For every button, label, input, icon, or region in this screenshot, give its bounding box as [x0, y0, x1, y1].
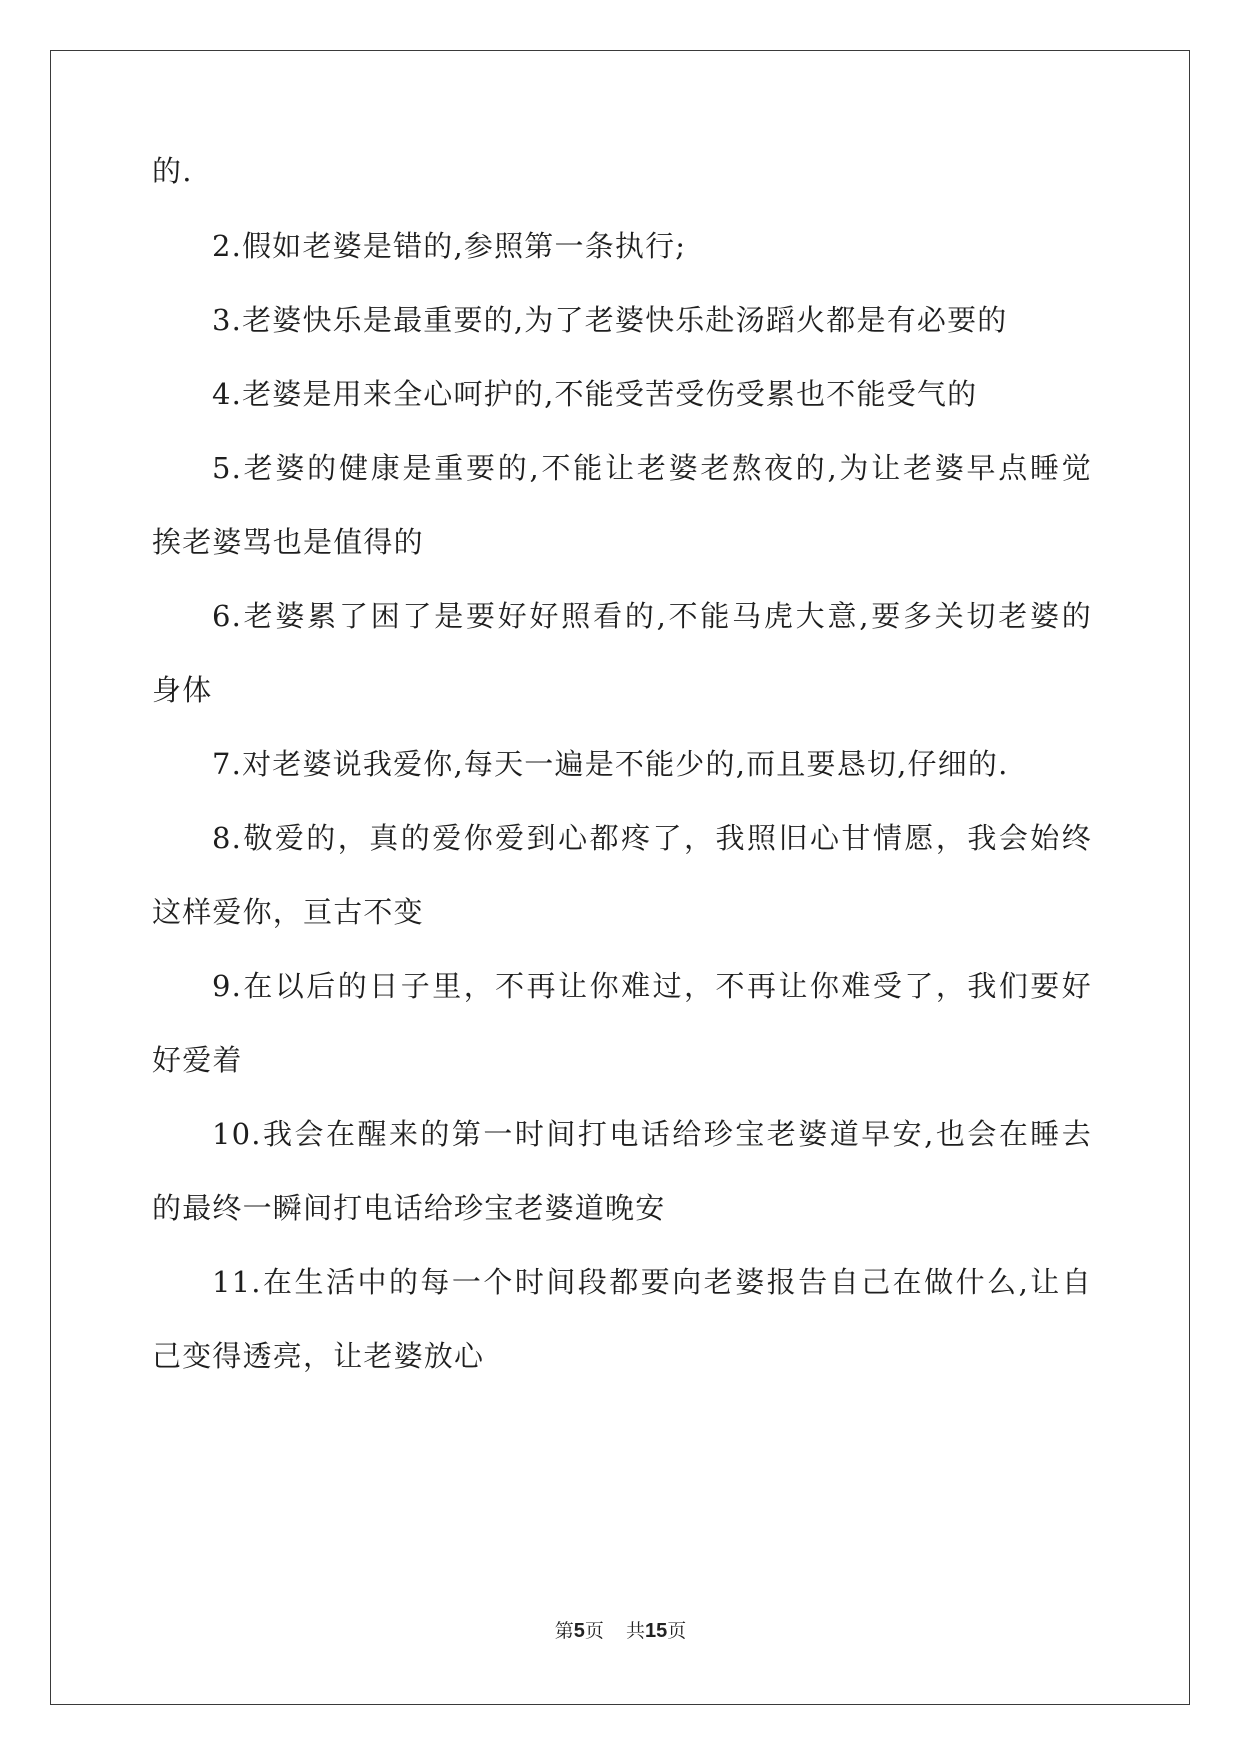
list-item-7: 7.对老婆说我爱你,每天一遍是不能少的,而且要恳切,仔细的.: [212, 747, 1009, 781]
total-suffix: 页: [667, 1620, 687, 1642]
list-item-5-continued: 挨老婆骂也是值得的: [152, 525, 424, 559]
list-item-8: 8.敬爱的，真的爱你爱到心都疼了，我照旧心甘情愿，我会始终: [212, 821, 1092, 855]
text-line: 的.: [152, 154, 193, 188]
list-item-4: 4.老婆是用来全心呵护的,不能受苦受伤受累也不能受气的: [212, 377, 978, 411]
list-item-2: 2.假如老婆是错的,参照第一条执行;: [212, 229, 687, 263]
list-item-6-continued: 身体: [152, 673, 213, 707]
list-item-9-continued: 好爱着: [152, 1043, 243, 1077]
page-prefix: 第: [554, 1620, 574, 1642]
current-page-number: 5: [573, 1620, 585, 1642]
list-item-11: 11.在生活中的每一个时间段都要向老婆报告自己在做什么,让自: [212, 1265, 1092, 1299]
list-item-9: 9.在以后的日子里，不再让你难过，不再让你难受了，我们要好: [212, 969, 1092, 1003]
page-footer: [0, 1616, 1241, 1643]
total-page-count: 15: [644, 1620, 668, 1642]
list-item-5: 5.老婆的健康是重要的,不能让老婆老熬夜的,为让老婆早点睡觉: [212, 451, 1092, 485]
list-item-11-continued: 己变得透亮，让老婆放心: [152, 1339, 485, 1373]
page-suffix: 页: [584, 1620, 604, 1642]
list-item-3: 3.老婆快乐是最重要的,为了老婆快乐赴汤蹈火都是有必要的: [212, 303, 1008, 337]
list-item-10-continued: 的最终一瞬间打电话给珍宝老婆道晚安: [152, 1191, 666, 1225]
list-item-8-continued: 这样爱你，亘古不变: [152, 895, 424, 929]
list-item-6: 6.老婆累了困了是要好好照看的,不能马虎大意,要多关切老婆的: [212, 599, 1092, 633]
total-prefix: 共: [625, 1620, 645, 1642]
list-item-10: 10.我会在醒来的第一时间打电话给珍宝老婆道早安,也会在睡去: [212, 1117, 1092, 1151]
